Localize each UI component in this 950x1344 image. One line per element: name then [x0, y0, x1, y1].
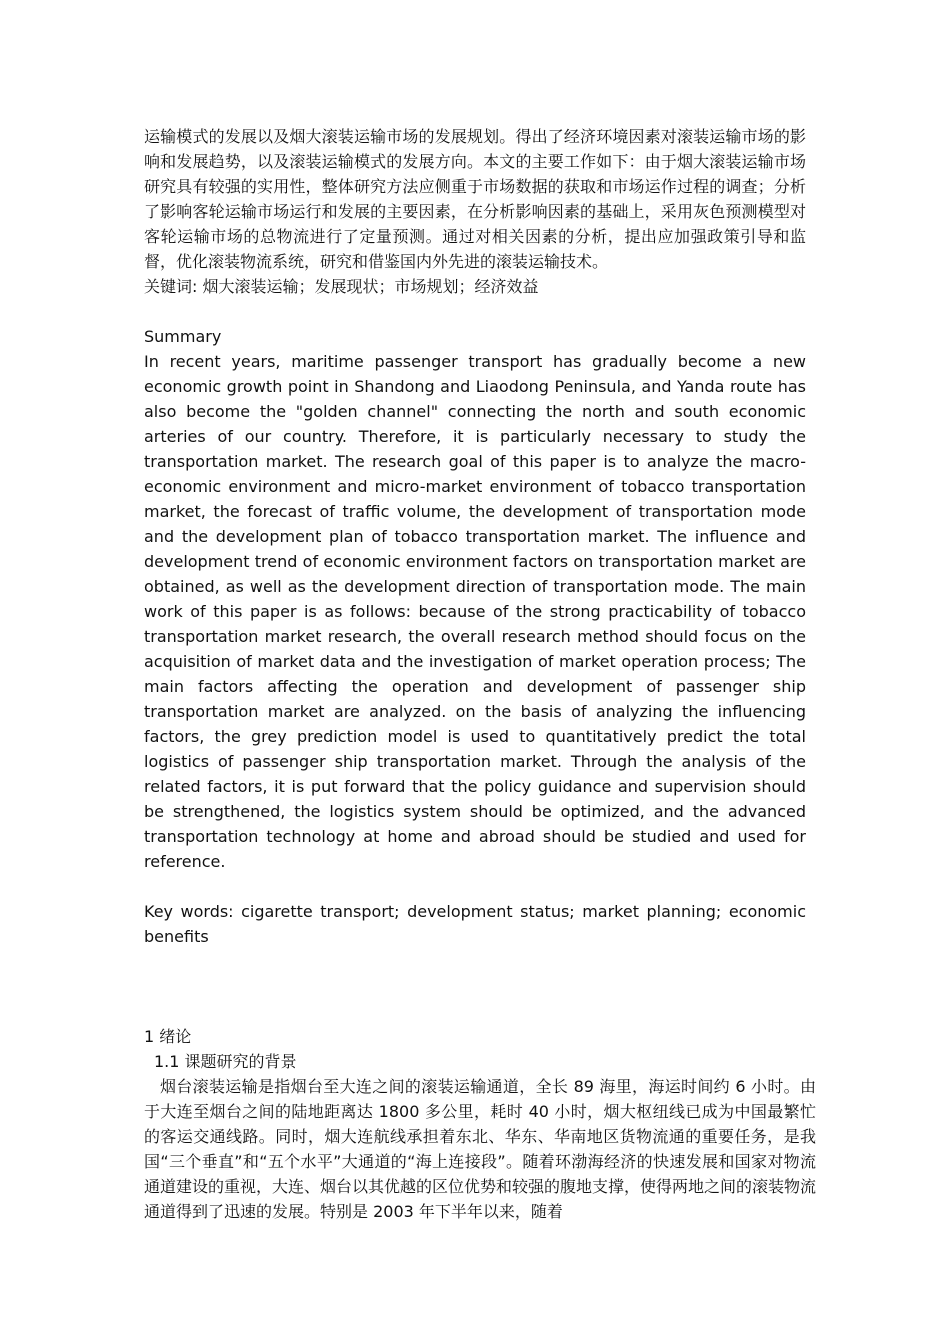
spacer — [144, 874, 806, 899]
keywords-en: Key words: cigarette transport; development status; market planning; economic benefits — [144, 902, 806, 946]
spacer — [144, 999, 806, 1024]
keywords-cn: 关键词: 烟大滚装运输；发展现状；市场规划；经济效益 — [144, 277, 539, 296]
chapter-body-paragraph: 烟台滚装运输是指烟台至大连之间的滚装运输通道，全长 89 海里，海运时间约 6 小时。由于大连至烟台之间的陆地距离达 1800 多公里，耗时 40 小时，烟大枢纽线已成为中国最繁忙的客运交通线路。同时，烟大连航线承担着东北、华东、华南地区货物流通的重要任务，是我国“三个垂直”和“五个水平”大通道的“海上连接段”。随着环渤海经济的快速发展和国家对物流通道建设的重视，大连、烟台以其优越的区位优势和较强的腹地支撑，使得两地之间的滚装物流通道得到了迅速的发展。特别是 2003 年下半年以来，随着 — [144, 1077, 817, 1221]
document-page — [144, 124, 817, 1224]
chapter-heading: 1 绪论 — [144, 1027, 192, 1046]
spacer — [144, 299, 806, 324]
section-heading: 1.1 课题研究的背景 — [154, 1052, 297, 1071]
spacer — [144, 949, 806, 974]
abstract-cn-paragraph: 运输模式的发展以及烟大滚装运输市场的发展规划。得出了经济环境因素对滚装运输市场的影响和发展趋势，以及滚装运输模式的发展方向。本文的主要工作如下：由于烟大滚装运输市场研究具有较强的实用性，整体研究方法应侧重于市场数据的获取和市场运作过程的调查；分析了影响客轮运输市场运行和发展的主要因素，在分析影响因素的基础上，采用灰色预测模型对客轮运输市场的总物流进行了定量预测。通过对相关因素的分析，提出应加强政策引导和监督，优化滚装物流系统，研究和借鉴国内外先进的滚装运输技术。 — [144, 127, 806, 271]
spacer — [144, 974, 806, 999]
summary-paragraph: In recent years, maritime passenger transport has gradually become a new economic growth point in Shandong and Liaodong Peninsula, and Yanda route has also become the "golden channel" connecting the north and south economic arteries of our country. Therefore, it is particularly necessary to study the transportation market. The research goal of this paper is to analyze the macro-economic environment and micro-market environment of tobacco transportation market, the forecast of traffic volume, the development of transportation mode and the development plan of tobacco transportation market. The influence and development trend of economic environment factors on transportation market are obtained, as well as the development direction of transportation mode. The main work of this paper is as follows: because of the strong practicability of tobacco transportation market research, the overall research method should focus on the acquisition of market data and the investigation of market operation process; The main factors affecting the operation and development of passenger ship transportation market are analyzed. on the basis of analyzing the influencing factors, the grey prediction model is used to quantitatively predict the total logistics of passenger ship transportation market. Through the analysis of the related factors, it is put forward that the policy guidance and supervision should be strengthened, the logistics system should be optimized, and the advanced transportation technology at home and abroad should be studied and used for reference. — [144, 352, 806, 871]
summary-heading: Summary — [144, 327, 222, 346]
